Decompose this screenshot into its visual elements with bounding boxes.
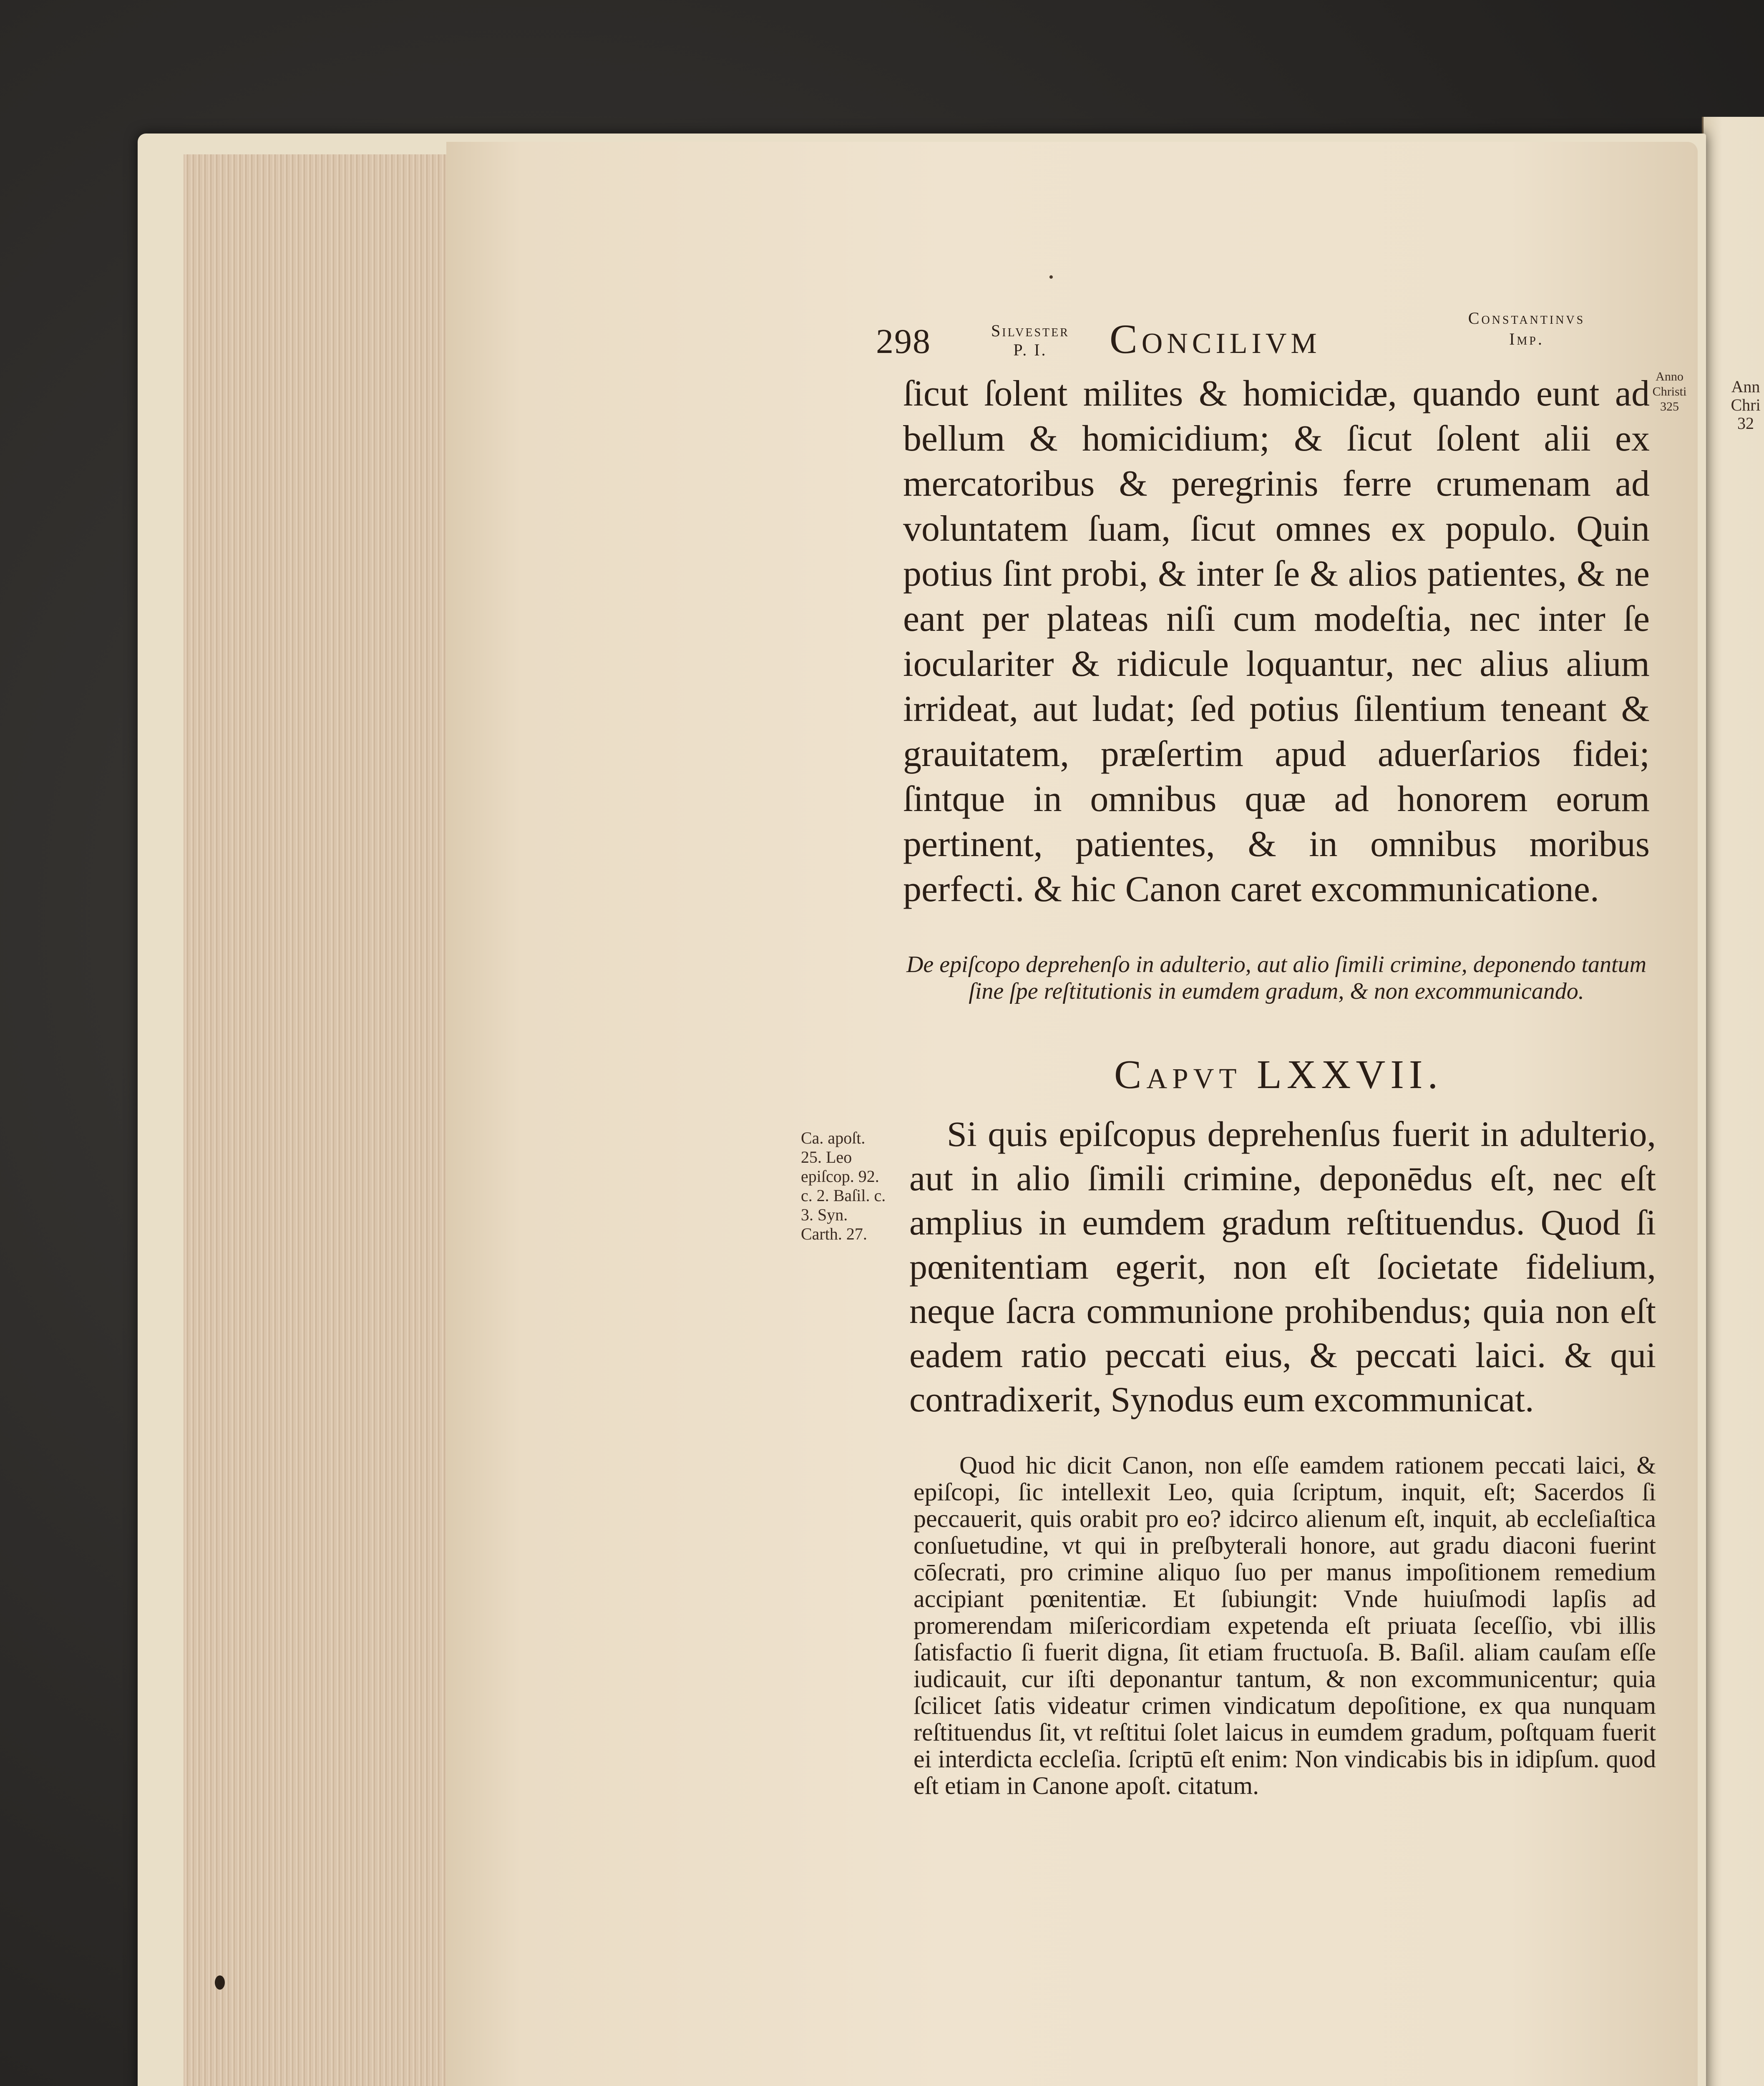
body-paragraph: ſicut ſolent milites & homicidæ, quando eunt ad bellum & homicidium; & ſicut ſolent alii ex mercatoribus & peregrinis ferre crumenam ad voluntatem ſuam, ſicut omnes ex populo. Quin potius ſint probi, & inter ſe & alios patientes, & ne eant per plateas niſi cum modeſtia, nec inter ſe ioculariter & ridicule loquantur, nec alius alium irrideat, aut ludat; ſed potius ſilentium teneant & grauitatem, præſertim apud aduerſarios fidei; ſintque in omnibus quæ ad honorem eorum pertinent, patientes, & in omnibus moribus perfecti. & hic Canon caret excommunicatione. [903,373,1650,909]
page-block-edges [184,154,447,2086]
canon-text: Si quis epiſcopus deprehenſus fuerit in adulterio, aut in alio ſimili crimine, deponēdus eſt, nec eſt amplius in eumdem gradum reſtituendus. Quod ſi pœnitentiam egerit, non eſt ſocietate fidelium, neque ſacra communione prohibendus; quia non eſt eadem ratio peccati eius, & peccati laici. & qui contradixerit, Synodus eum excommunicat. [909,1114,1656,1419]
commentary-paragraph [913,1452,1656,1799]
running-head-right-line-1: Constantinvs [1468,309,1585,328]
running-head-right [1427,308,1627,350]
commentary-text: Quod hic dicit Canon, non eſſe eamdem rationem peccati laici, & epiſcopi, ſic intellexit Leo, quia ſcriptum, inquit, eſt; Sacerdos ſi peccauerit, quis orabit pro eo? idcirco alienum eſt, inquit, ab eccleſiaſtica conſuetudine, vt qui in preſbyterali honore, aut gradu diaconi fuerint cōſecrati, pro crimine aliquo ſuo per manus impoſitionem remedium accipiant pœnitentiæ. Et ſubiungit: Vnde huiuſmodi lapſis ad promerendam miſericordiam expetenda eſt priuata ſeceſſio, vbi illis ſatisfactio ſi fuerit digna, ſit etiam fructuoſa. B. Baſil. aliam cauſam eſſe iudicauit, cur iſti deponantur tantum, & non excommunicentur; quia ſcilicet ſatis videatur crimen vindicatum depoſitione, ex qua nunquam reſtituendus ſit, vt reſtitui ſolet laicus in eumdem gradum, poſtquam fuerit ei interdicta eccleſia. ſcriptū eſt enim: Non vindicabis bis in idipſum. quod eſt etiam in Canone apoſt. citatum. [913,1451,1656,1799]
chapter-heading: Capvt LXXVII. [1114,1052,1443,1097]
running-head-right-line-2: Imp. [1509,330,1544,348]
page-title: Concilivm [1110,316,1321,362]
canon-paragraph [909,1112,1656,1421]
page-number: 298 [876,322,931,361]
ornament-mark: • [1049,270,1054,285]
chapter-rubric: De epiſcopo deprehenſo in adulterio, aut alio ſimili crimine, deponendo tantum ſine ſpe reſtitutionis in eumdem gradum, & non excommunicando. [906,952,1647,1004]
running-header [876,292,1660,367]
running-head-left [976,321,1085,360]
year-side-note: Anno Christi 325 [1652,370,1687,413]
ink-stain [215,1975,225,1990]
facing-page-side-note: Ann Chri 32 [1731,377,1761,433]
running-head-left-line-1: Silvester [991,321,1069,340]
margin-reference-note: Ca. apoſt. 25. Leo epiſcop. 92. c. 2. Baſil. c. 3. Syn. Carth. 27. [801,1129,886,1243]
running-head-left-line-2: P. I. [1013,340,1047,359]
